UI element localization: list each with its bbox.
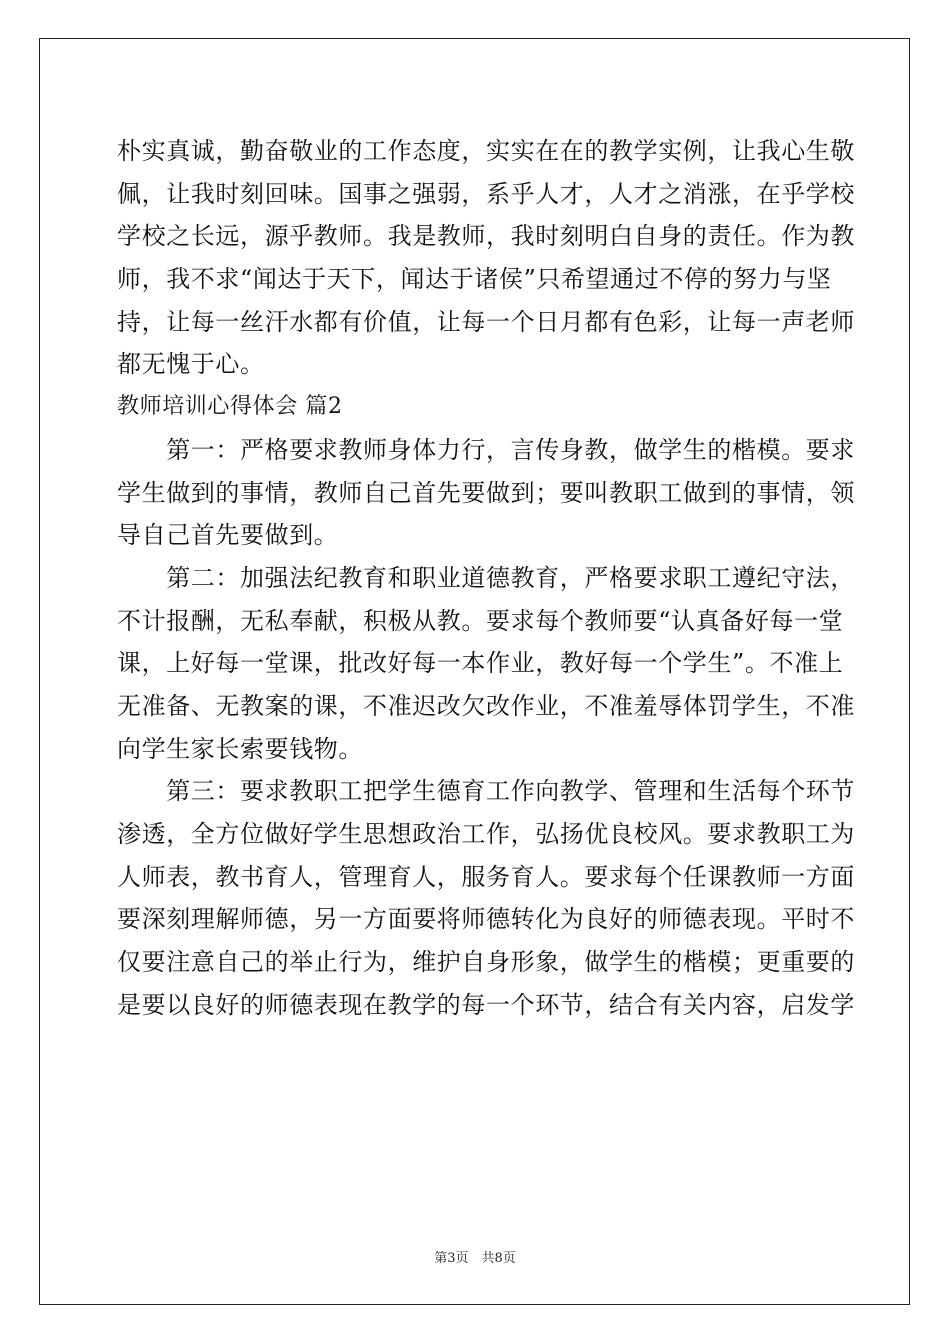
page-number-footer: 第3页 共8页 <box>434 1251 516 1266</box>
text-line: 师，我不求“闻达于天下，闻达于诸侯”只希望通过不停的努力与坚 <box>117 265 832 294</box>
text-line: 向学生家长索要钱物。 <box>117 734 363 763</box>
text-line: 第一：严格要求教师身体力行，言传身教，做学生的楷模。要求 <box>117 435 855 464</box>
text-line: 持，让每一丝汗水都有价值，让每一个日月都有色彩，让每一声老师 <box>117 307 855 336</box>
text-line: 第三：要求教职工把学生德育工作向教学、管理和生活每个环节 <box>117 777 855 806</box>
text-line: 仅要注意自己的举止行为，维护自身形象，做学生的楷模；更重要的 <box>117 948 855 977</box>
text-line: 都无愧于心。 <box>117 350 265 379</box>
text-line: 佩，让我时刻回味。国事之强弱，系乎人才，人才之消涨，在乎学校 <box>117 179 855 208</box>
text-line: 课，上好每一堂课，批改好每一本作业，教好每一个学生”。不准上 <box>117 649 844 678</box>
text-line: 导自己首先要做到。 <box>117 521 339 550</box>
text-line: 无准备、无教案的课，不准迟改欠改作业，不准羞辱体罚学生，不准 <box>117 691 855 720</box>
text-line: 朴实真诚，勤奋敬业的工作态度，实实在在的教学实例，让我心生敬 <box>117 137 855 165</box>
text-line: 是要以良好的师德表现在教学的每一个环节，结合有关内容，启发学 <box>117 990 855 1019</box>
text-line: 人师表，教书育人，管理育人，服务育人。要求每个任课教师一方面 <box>117 862 855 891</box>
text-line: 第二：加强法纪教育和职业道德教育，严格要求职工遵纪守法， <box>117 563 855 592</box>
document-body <box>117 130 855 1026</box>
text-line: 学生做到的事情，教师自己首先要做到；要叫教职工做到的事情，领 <box>117 478 855 507</box>
text-line: 要深刻理解师德，另一方面要将师德转化为良好的师德表现。平时不 <box>117 905 855 934</box>
section-heading: 教师培训心得体会 篇2 <box>117 394 343 420</box>
text-line: 不计报酬，无私奉献，积极从教。要求每个教师要“认真备好每一堂 <box>117 606 844 635</box>
text-line: 渗透，全方位做好学生思想政治工作，弘扬优良校风。要求教职工为 <box>117 820 855 848</box>
text-line: 学校之长远，源乎教师。我是教师，我时刻明白自身的责任。作为教 <box>117 222 855 251</box>
